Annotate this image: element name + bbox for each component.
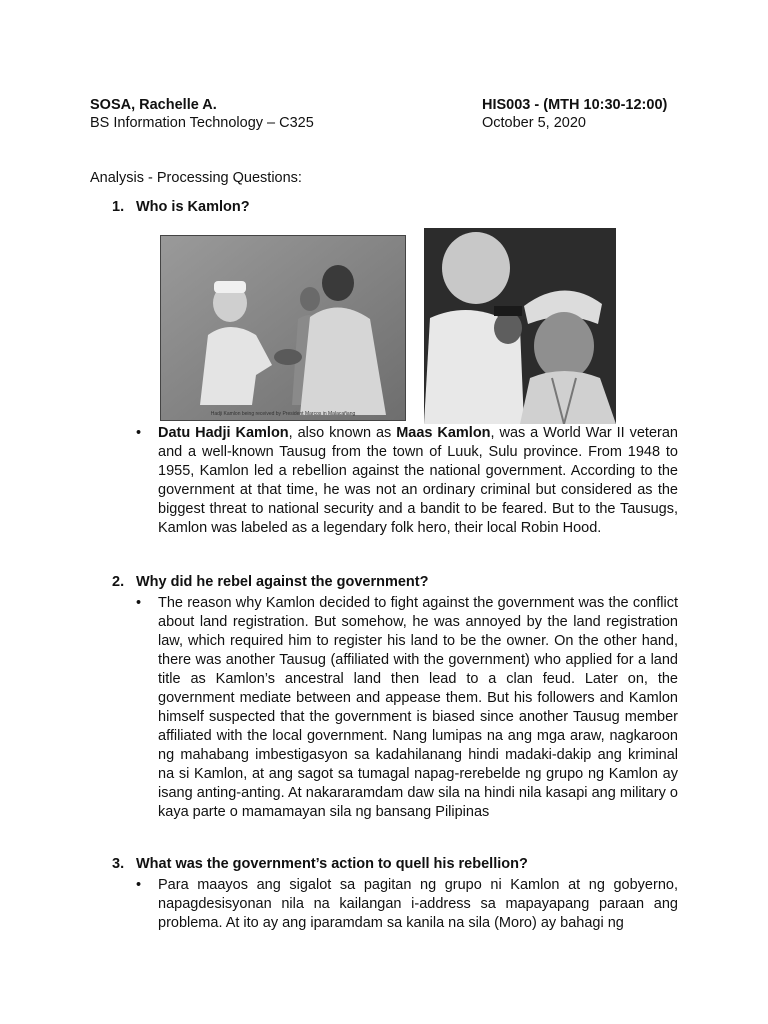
kamlon-alias: Maas Kamlon [396,425,491,441]
bullet-glyph: • [136,877,142,893]
answer-1-part: , was a World War II veteran and a well-known Tausug from the town of Luuk, Sulu province. From 1948 to 1955, Kamlon led a rebellion against the national government. According to the government at that time, he was not an ordinary criminal but considered as the biggest threat to national security and a bandit to be feared. But to the Tausugs, Kamlon was labeled as a legendary folk hero, their local Robin Hood. [158,425,678,536]
answer-3 [136,876,678,933]
section-heading: Analysis - Processing Questions: [90,170,302,186]
date: October 5, 2020 [482,115,586,131]
photo-handshake-image [160,235,406,421]
answer-1 [136,424,678,538]
photo-handshake [160,235,406,421]
student-name: SOSA, Rachelle A. [90,97,217,113]
question-number: 1. [112,199,125,215]
bullet-glyph: • [136,595,142,611]
answer-2 [136,594,678,822]
question-title: Who is Kamlon? [136,199,250,215]
photo-portrait [424,228,616,424]
question-number: 2. [112,574,125,590]
answer-3-text: Para maayos ang sigalot sa pagitan ng grupo ni Kamlon at ng gobyerno, napagdesisyonan nila na kailangan i-address sa mapayapang paraan ang problema. At ito ay ang iparamdam sa kanila na sila (Moro) ay bahagi ng [158,877,678,931]
question-number: 3. [112,856,125,872]
program: BS Information Technology – C325 [90,115,314,131]
question-title: What was the government’s action to quell his rebellion? [136,856,528,872]
photo-portrait-image [424,228,616,424]
question-2 [112,574,428,590]
answer-1-text [158,424,678,538]
kamlon-name: Datu Hadji Kamlon [158,425,289,441]
answer-1-part: , also known as [288,425,397,441]
question-3 [112,856,528,872]
answer-2-text: The reason why Kamlon decided to fight against the government was the conflict about land registration. But somehow, he was annoyed by the land registration law, which required him to register his land to be the owner. On the other hand, there was another Tausug (affiliated with the government) who applied for a land title as Kamlon’s ancestral land then lead to a clan feud. Later on, the government mediate between and appease them. But his followers and Kamlon himself suspected that the government is biased since another Tausug member affiliated with the local government. Nang lumipas na ang mga araw, nagkaroon ng mahabang imbestigasyon sa kadahilanang hindi madaki-dakip ang kriminal na si Kamlon, at ang sagot sa tumagal napag-rerebelde ng grupo ng Kamlon ay isang anting-anting. At nakararamdam daw sila na hindi nila kasapi ang military o kaya parte o mamamayan sila ng bansang Pilipinas [158,595,678,820]
course-code: HIS003 - (MTH 10:30-12:00) [482,97,668,113]
photo-caption: Hadji Kamlon being received by President Marcos in Malacañang [210,411,356,417]
question-title: Why did he rebel against the government? [136,574,429,590]
bullet-glyph: • [136,425,142,441]
question-1 [112,199,250,215]
